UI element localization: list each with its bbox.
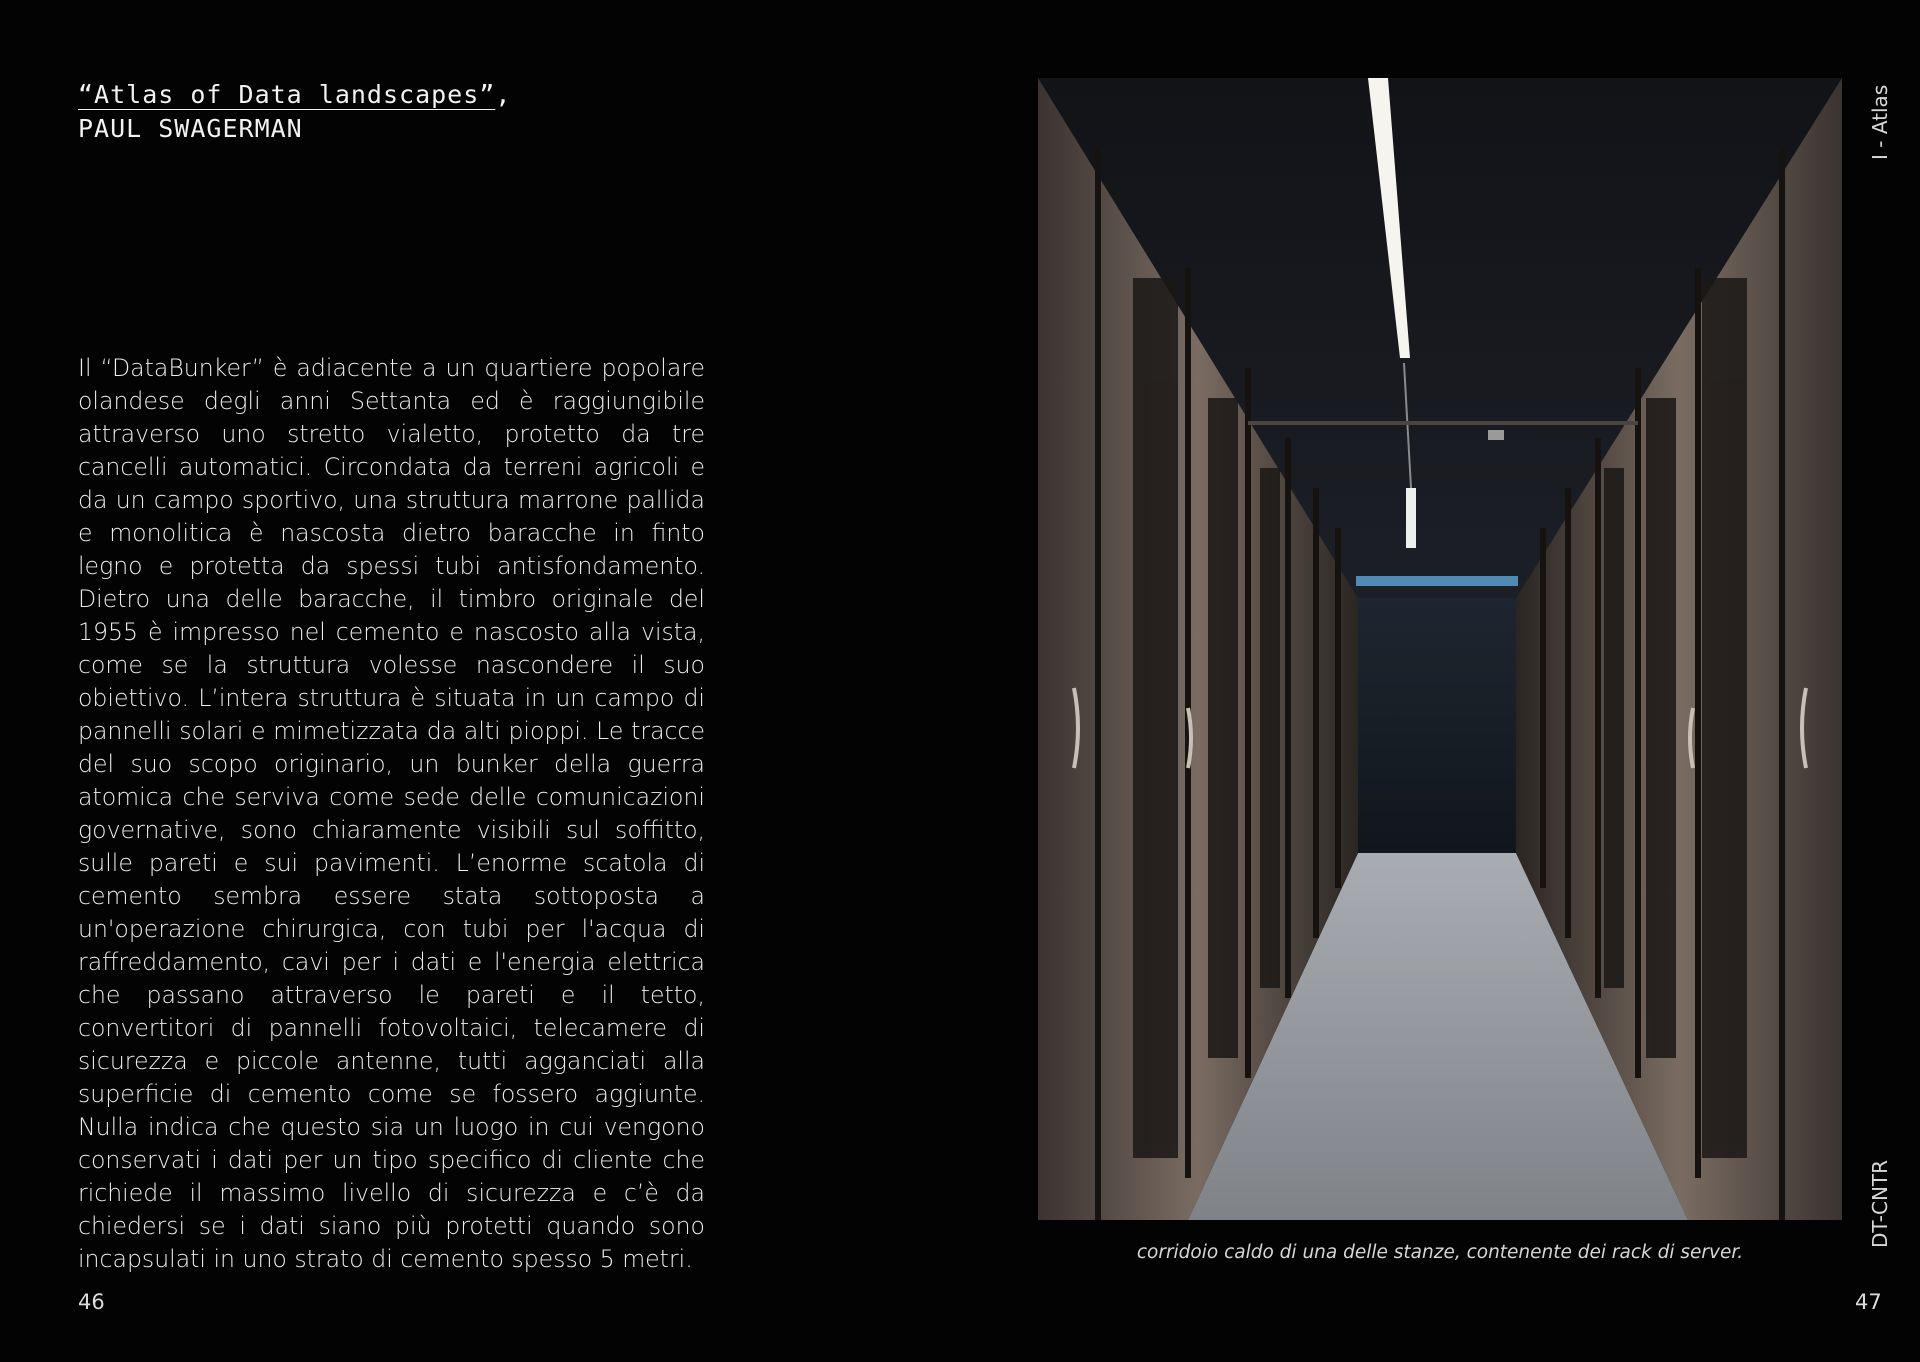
section-label-top: I - Atlas [1868,84,1892,160]
title-block [78,78,511,146]
server-corridor-photo [1038,78,1842,1220]
page-number-right: 47 [1855,1290,1882,1314]
section-label-bottom: DT-CNTR [1868,1159,1892,1248]
title-comma: , [495,80,512,109]
page-number-left: 46 [78,1290,105,1314]
body-text: Il “DataBunker” è adiacente a un quartiere popolare olandese degli anni Settanta ed è raggiungibile attraverso uno stretto vialetto, protetto da tre cancelli automatici. Circondata da terreni agricoli e da un campo sportivo, una struttura marrone pallida e monolitica è nascosta dietro baracche in finto legno e protetta da spessi tubi antisfondamento. Dietro una delle baracche, il timbro originale del 1955 è impresso nel cemento e nascosto alla vista, come se la struttura volesse nascondere il suo obiettivo. L’intera struttura è situata in un campo di pannelli solari e mimetizzata da alti pioppi. Le tracce del suo scopo originario, un bunker della guerra atomica che serviva come sede delle comunicazioni governative, sono chiaramente visibili sul soffitto, sulle pareti e sui pavimenti. L’enorme scatola di cemento sembra essere stata sottoposta a un'operazione chirurgica, con tubi per l'acqua di raffreddamento, cavi per i dati e l'energia elettrica che passano attraverso le pareti e il tetto, convertitori di pannelli fotovoltaici, telecamere di sicurezza e piccole antenne, tutti agganciati alla superficie di cemento come se fossero aggiunte. Nulla indica che questo sia un luogo in cui vengono conservati i dati per un tipo specifico di cliente che richiede il massimo livello di sicurezza e c’è da chiedersi se i dati siano più protetti quando sono incapsulati in uno strato di cemento spesso 5 metri. [78,354,705,1273]
photo-caption: corridoio caldo di una delle stanze, contenente dei rack di server. [1136,1242,1744,1263]
author-name: PAUL SWAGERMAN [78,114,303,143]
article-title: “Atlas of Data landscapes” [78,80,496,109]
